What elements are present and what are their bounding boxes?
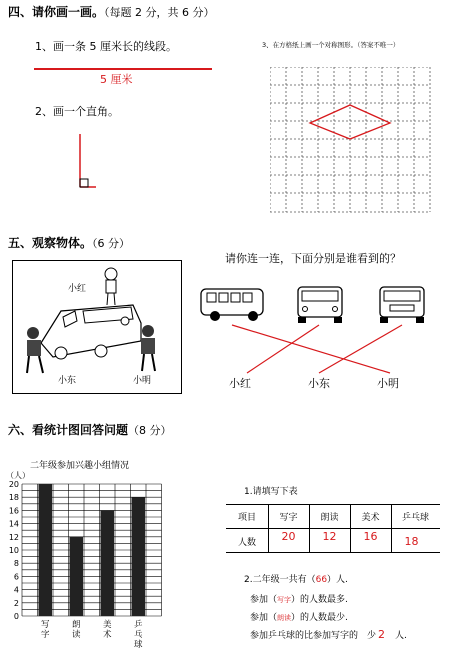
chart-ylabel: （人） — [6, 471, 30, 480]
y-tick-label: 18 — [8, 493, 19, 503]
red-segment-line — [34, 68, 212, 70]
table-header-item: 项目 — [237, 513, 256, 523]
table-count-cell: 16 — [363, 530, 378, 543]
van-side-view — [201, 289, 263, 321]
question-most-suffix: ）的人数最多. — [291, 595, 348, 605]
segment-answer-label: 5 厘米 — [100, 73, 133, 86]
section4-heading — [8, 3, 215, 20]
y-tick-label: 0 — [13, 612, 19, 621]
scene-illustration — [13, 261, 181, 393]
y-tick-label: 4 — [13, 585, 19, 595]
y-tick-label: 20 — [8, 480, 19, 489]
table-count-cell: 18 — [404, 535, 419, 548]
y-tick-label: 8 — [13, 559, 19, 569]
question-most-answer: 写字 — [277, 596, 292, 604]
bar-chart — [0, 478, 170, 656]
question-1: 1、画一条 5 厘米长的线段。 — [35, 40, 177, 53]
x-category-label: 朗 — [71, 620, 81, 630]
question-most — [250, 592, 348, 605]
question-least-answer: 朗读 — [277, 614, 292, 622]
girl-figure — [105, 268, 117, 305]
bar-2 — [70, 537, 84, 616]
table-count-cell: 20 — [281, 530, 296, 543]
section6-title: 六、看统计图回答问题 — [8, 423, 129, 437]
question-diff-answer: 2 — [378, 628, 386, 641]
scene-label-xiaodong: 小东 — [58, 376, 77, 386]
x-category-label: 术 — [102, 630, 112, 640]
section6-score: （8 分） — [128, 424, 172, 437]
question-most-prefix: 参加（ — [250, 595, 278, 605]
bar-3 — [101, 510, 115, 616]
x-category-label: 乓 — [133, 630, 143, 640]
table-row-label-count: 人数 — [237, 538, 256, 548]
x-category-label: 球 — [133, 640, 143, 650]
section4-score: （每题 2 分，共 6 分） — [104, 6, 215, 19]
scene-label-xiaohong: 小红 — [68, 284, 87, 294]
table-header-cell: 美术 — [361, 513, 380, 523]
boy-left-figure — [27, 327, 43, 373]
table-count-cell: 12 — [322, 530, 337, 543]
x-category-label: 写 — [40, 620, 50, 630]
table-header-cell: 朗读 — [320, 513, 339, 523]
bar-1 — [39, 484, 53, 616]
x-category-label: 字 — [40, 630, 50, 640]
van-views — [195, 275, 450, 380]
question-least — [250, 610, 348, 623]
y-tick-label: 16 — [8, 506, 19, 516]
question-least-prefix: 参加（ — [250, 613, 278, 623]
van-front-view — [298, 287, 342, 323]
table-bottom-border — [226, 552, 440, 553]
van-back-view — [380, 287, 424, 323]
section5-heading — [8, 234, 130, 251]
question-3: 3、在方格纸上画一个对称图形。（答案不唯一） — [262, 41, 400, 49]
y-tick-label: 12 — [8, 532, 19, 542]
table-header-cell: 乒乓球 — [401, 513, 429, 523]
bar-4 — [132, 497, 146, 616]
question-total-suffix: ）人. — [327, 575, 348, 585]
x-category-label: 美 — [102, 620, 112, 630]
section6-heading — [8, 421, 172, 438]
symmetric-diamond — [310, 105, 390, 139]
x-category-label: 乒 — [133, 620, 143, 630]
y-tick-label: 10 — [8, 546, 19, 555]
chart-title: 二年级参加兴趣小组情况 — [30, 461, 130, 471]
section5-title: 五、观察物体。 — [8, 236, 93, 250]
scene-label-xiaoming: 小明 — [133, 376, 152, 386]
question-total-answer: 66 — [315, 575, 328, 585]
question-diff — [250, 628, 407, 641]
y-tick-label: 14 — [8, 519, 19, 529]
x-category-label: 读 — [71, 630, 81, 640]
table-mid-border — [226, 528, 440, 529]
section5-score: （6 分） — [92, 237, 131, 250]
question-diff-prefix: 参加乒乓球的比参加写字的 少 — [250, 631, 377, 641]
question-diff-suffix: 人. — [395, 631, 407, 641]
scene-box — [12, 260, 182, 394]
table-top-border — [226, 504, 440, 505]
question-2: 2、画一个直角。 — [35, 105, 119, 118]
grid-paper — [270, 67, 440, 219]
answer-label-xiaodong: 小东 — [308, 377, 330, 390]
right-angle-drawing — [70, 130, 100, 192]
answer-label-xiaohong: 小红 — [229, 377, 251, 390]
table-header-cell: 写字 — [279, 513, 298, 523]
van-drawing — [41, 305, 141, 359]
section4-title: 四、请你画一画。 — [8, 5, 105, 19]
matching-prompt: 请你连一连，下面分别是谁看到的？ — [225, 252, 401, 265]
y-tick-label: 6 — [13, 572, 19, 582]
y-tick-label: 2 — [13, 598, 19, 608]
question-total — [244, 572, 348, 585]
answer-label-xiaoming: 小明 — [377, 377, 399, 390]
question-least-suffix: ）的人数最少. — [291, 613, 348, 623]
table-prompt: 1.请填写下表 — [244, 487, 298, 497]
boy-right-figure — [141, 325, 155, 371]
question-total-prefix: 2.二年级一共有（ — [244, 575, 316, 585]
